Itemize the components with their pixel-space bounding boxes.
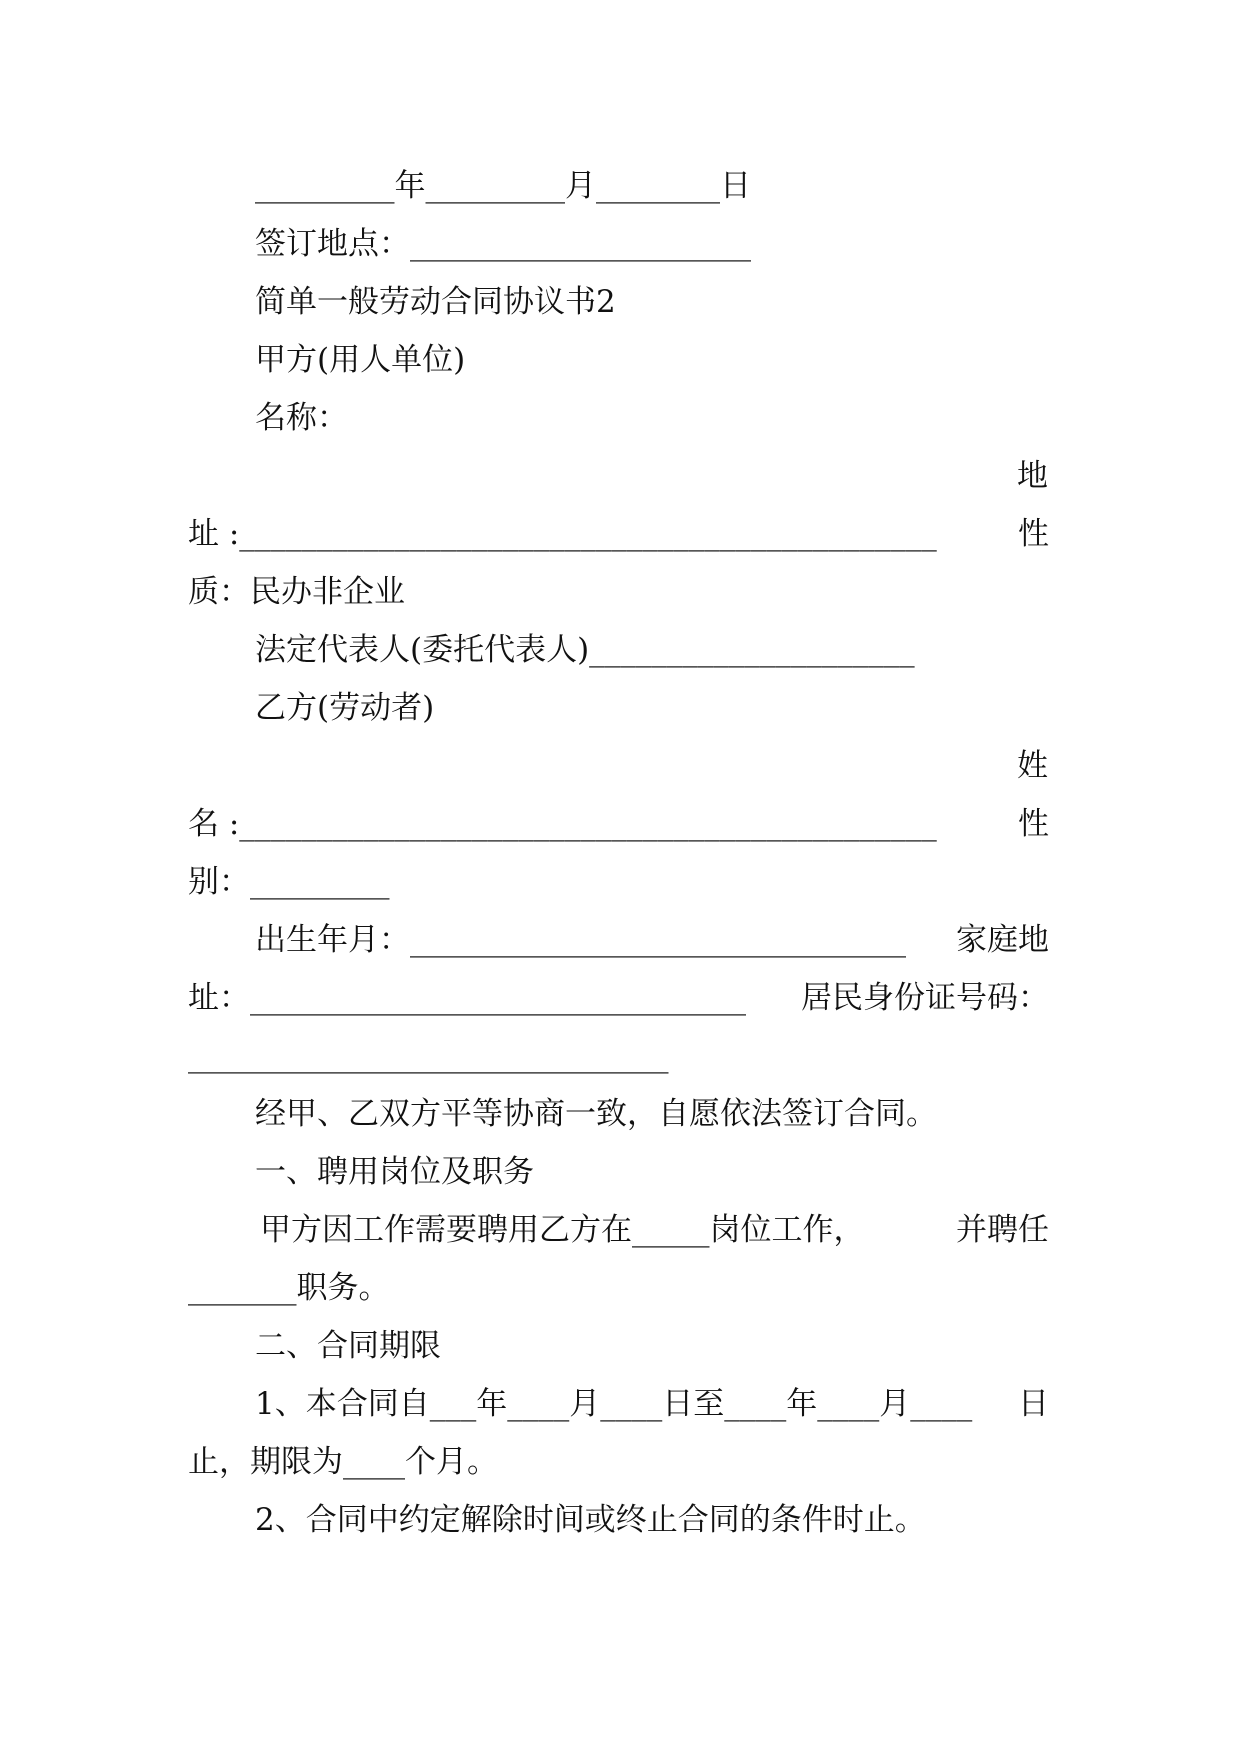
section-1-paragraph-line-1 xyxy=(260,1210,1049,1250)
section-2-heading: 二、合同期限 xyxy=(255,1328,441,1364)
term-clause-line-2: 止，期限为____个月。 xyxy=(188,1444,498,1480)
contract-title: 简单一般劳动合同协议书2 xyxy=(255,284,616,320)
home-address-field: 址：________________________________ xyxy=(188,980,746,1016)
signing-place-line: 签订地点：______________________ xyxy=(255,226,751,262)
agreement-statement: 经甲、乙双方平等协商一致，自愿依法签订合同。 xyxy=(255,1096,937,1132)
id-number-field: _______________________________ xyxy=(188,1038,669,1074)
gender-label-start: 性 xyxy=(1018,806,1049,842)
section-1-paragraph-line-2: _______职务。 xyxy=(188,1270,390,1306)
address-label-start: 地 xyxy=(1017,458,1048,494)
home-address-line xyxy=(188,978,1049,1018)
gender-line: 别：_________ xyxy=(188,864,390,900)
section-1-heading: 一、聘用岗位及职务 xyxy=(255,1154,534,1190)
date-line: _________年_________月________日 xyxy=(255,168,751,204)
party-b-heading: 乙方(劳动者) xyxy=(255,690,435,726)
birth-date-field: 出生年月：________________________________ xyxy=(255,922,906,958)
party-a-address-line xyxy=(188,514,1049,554)
party-b-name-line xyxy=(188,804,1049,844)
nature-label-start: 性 xyxy=(1018,516,1049,552)
party-a-heading: 甲方(用人单位) xyxy=(255,342,466,378)
term-clause-line-1 xyxy=(255,1384,1049,1424)
legal-representative-line: 法定代表人(委托代表人)_____________________ xyxy=(255,632,915,668)
address-field: 址 :_____________________________________________ xyxy=(188,516,937,552)
party-a-name-label: 名称： xyxy=(255,400,348,436)
name-field: 名 :_____________________________________________ xyxy=(188,806,937,842)
birth-date-line xyxy=(255,920,1049,960)
id-number-label: 居民身份证号码： xyxy=(801,980,1049,1016)
term-dates-field: 1、本合同自___年____月____日至____年____月____ xyxy=(255,1386,973,1422)
termination-clause: 2、合同中约定解除时间或终止合同的条件时止。 xyxy=(255,1502,926,1538)
term-day-label: 日 xyxy=(1018,1386,1049,1422)
position-clause: 甲方因工作需要聘用乙方在_____岗位工作， xyxy=(260,1212,865,1248)
home-address-label-start: 家庭地 xyxy=(956,922,1049,958)
party-a-nature-line: 质：民办非企业 xyxy=(188,574,405,610)
name-label-start: 姓 xyxy=(1017,748,1048,784)
appointment-clause-start: 并聘任 xyxy=(956,1212,1049,1248)
